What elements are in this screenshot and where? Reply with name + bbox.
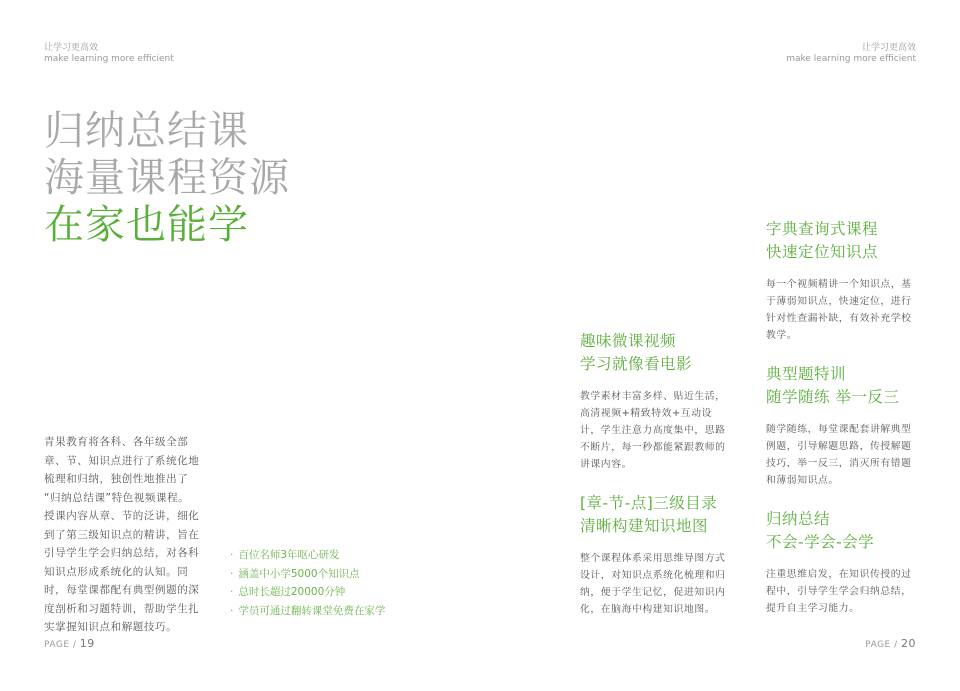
hero-line-1: 归纳总结课 — [44, 108, 249, 154]
right-page-number: PAGE / 20 — [865, 637, 916, 650]
right-slogan — [786, 43, 916, 65]
intro-line: 青果教育将各科、各年级全部 — [44, 436, 189, 448]
right-slogan-en: make learning more efficient — [786, 54, 916, 64]
section-micro-video — [580, 330, 745, 473]
section-title: [章-节-点]三级目录 清晰构建知识地图 — [580, 494, 718, 535]
intro-line: “归纳总结课”特色视频课程。 — [44, 491, 190, 504]
section-text: 教学素材丰富多样、贴近生活， 高清视频+精致特效+互动设 计，学生注意力高度集中，思路 不断片，每一秒都能紧跟教师的 讲课内容。 — [580, 391, 726, 470]
intro-line: 梳理和归纳，独创性地推出了 — [44, 473, 189, 485]
section-chapter — [580, 492, 745, 618]
left-slogan — [44, 43, 174, 65]
hero-line-3: 在家也能学 — [44, 202, 249, 248]
left-slogan-en: make learning more efficient — [44, 54, 174, 64]
section-text: 每一个视频精讲一个知识点，基 于薄弱知识点，快速定位，进行 针对性查漏补缺，有效补充学校 教学。 — [766, 279, 912, 341]
section-title: 归纳总结 不会-学会-会学 — [766, 510, 875, 551]
bullet-item: · 学员可通过翻转课堂免费在家学 — [230, 604, 386, 617]
hero-line-2: 海量课程资源 — [44, 155, 290, 201]
section-title: 趣味微课视频 学习就像看电影 — [580, 332, 693, 373]
bullet-item: · 总时长超过20000分钟 — [230, 586, 346, 598]
bullet-item: · 百位名师3年呕心研发 — [230, 549, 340, 561]
feature-bullets — [230, 546, 385, 620]
hero-heading — [44, 108, 290, 249]
section-summary — [766, 508, 931, 617]
section-title: 典型题特训 随学随练 举一反三 — [766, 365, 900, 406]
intro-line: 时，每堂课都配有典型例题的深 — [44, 584, 200, 596]
intro-line: 到了第三级知识点的精讲，旨在 — [44, 528, 200, 541]
intro-line: 章、节、知识点进行了系统化地 — [44, 454, 200, 467]
section-title: 字典查询式课程 快速定位知识点 — [766, 220, 879, 261]
section-text: 整个课程体系采用思维导图方式 设计，对知识点系统化梳理和归 纳，便于学生记忆，促进知识内 化，在脑海中构建知识地图。 — [580, 553, 726, 615]
intro-line: 实掌握知识点和解题技巧。 — [44, 621, 178, 633]
left-slogan-cn: 让学习更高效 — [44, 43, 99, 53]
right-slogan-cn: 让学习更高效 — [861, 43, 916, 53]
bullet-item: · 涵盖中小学5000个知识点 — [230, 567, 360, 580]
intro-line: 授课内容从章、节的泛讲，细化 — [44, 510, 200, 522]
section-text: 注重思维启发，在知识传授的过 程中，引导学生学会归纳总结， 提升自主学习能力。 — [766, 569, 912, 614]
intro-line: 度剖析和习题特训，帮助学生扎 — [44, 602, 200, 615]
section-dictionary — [766, 218, 931, 344]
section-text: 随学随练，每堂课配套讲解典型 例题，引导解题思路，传授解题 技巧，举一反三，消灭所有错题 和薄弱知识点。 — [766, 424, 912, 486]
intro-line: 知识点形成系统化的认知。同 — [44, 565, 189, 578]
section-typical — [766, 363, 931, 489]
intro-paragraph — [44, 433, 224, 637]
intro-line: 引导学生学会归纳总结，对各科 — [44, 547, 200, 559]
left-page-number: PAGE / 19 — [44, 637, 95, 650]
